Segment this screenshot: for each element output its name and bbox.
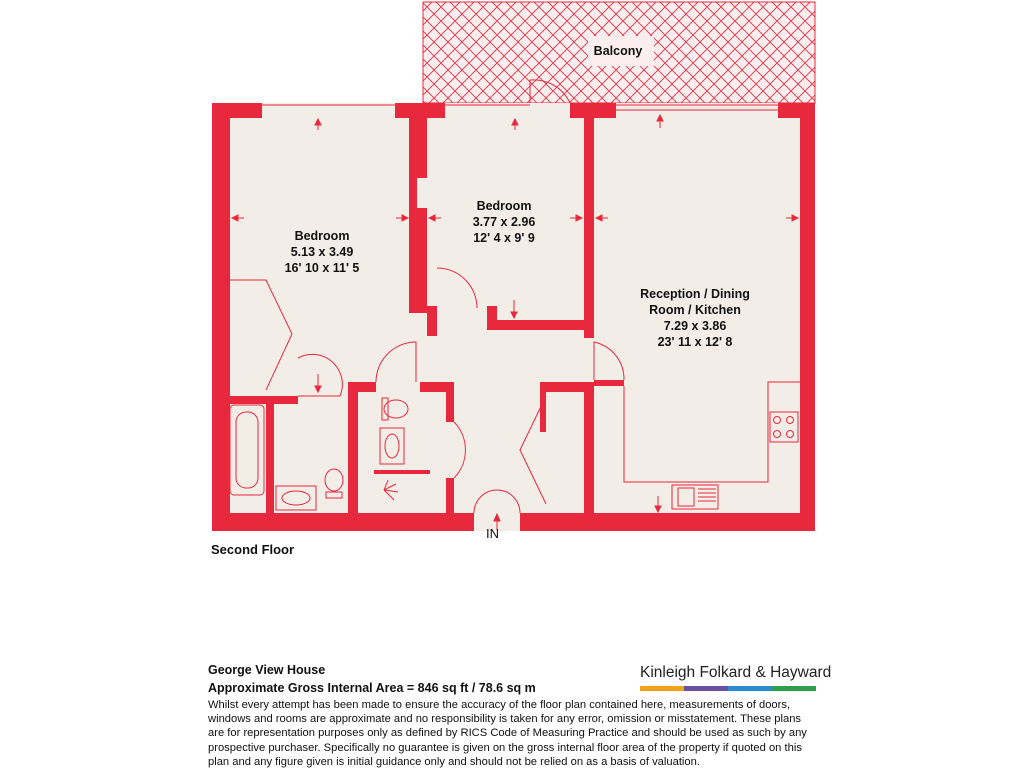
bedroom-2-label [444, 198, 564, 246]
balcony-label: Balcony [593, 44, 643, 58]
brand-stripe-orange [640, 686, 684, 691]
property-name: George View House [208, 663, 326, 677]
disclaimer-text: Whilst every attempt has been made to ensure the accuracy of the floor plan contained here, measurements of doors, windows and rooms are approximate and no responsibility is taken for any error, omission or misstatement. These plans are for representation purposes only as defined by RICS Code of Measuring Practice and should be used as such by any prospective purchaser. Specifically no guarantee is given on the gross internal floor area of the property if quoted on this plan and any figure given is initial guidance only and should not be relied on as a basis of valuation. [208, 699, 807, 768]
reception-name-line2: Room / Kitchen [649, 303, 741, 317]
reception-label [620, 286, 770, 350]
reception-name-line1: Reception / Dining [640, 287, 750, 301]
bedroom-1-metric: 5.13 x 3.49 [290, 245, 354, 259]
bedroom-2-metric: 3.77 x 2.96 [472, 215, 536, 229]
brand-stripe-blue [728, 686, 772, 691]
reception-imperial: 23' 11 x 12' 8 [657, 335, 733, 349]
brand-stripe-green [772, 686, 816, 691]
bedroom-2-imperial: 12' 4 x 9' 9 [473, 231, 535, 245]
bedroom-2-name: Bedroom [476, 199, 532, 213]
bedroom-1-imperial: 16' 10 x 11' 5 [284, 261, 360, 275]
entrance-label: IN [486, 526, 499, 541]
reception-metric: 7.29 x 3.86 [663, 319, 727, 333]
property-area: Approximate Gross Internal Area = 846 sq ft / 78.6 sq m [208, 681, 536, 695]
bedroom-1-label [262, 228, 382, 276]
brand-stripe [640, 686, 816, 691]
brand-stripe-purple [684, 686, 728, 691]
bedroom-1-name: Bedroom [294, 229, 350, 243]
brand-logo-text: Kinleigh Folkard & Hayward [640, 664, 832, 681]
floor-label: Second Floor [211, 542, 295, 557]
